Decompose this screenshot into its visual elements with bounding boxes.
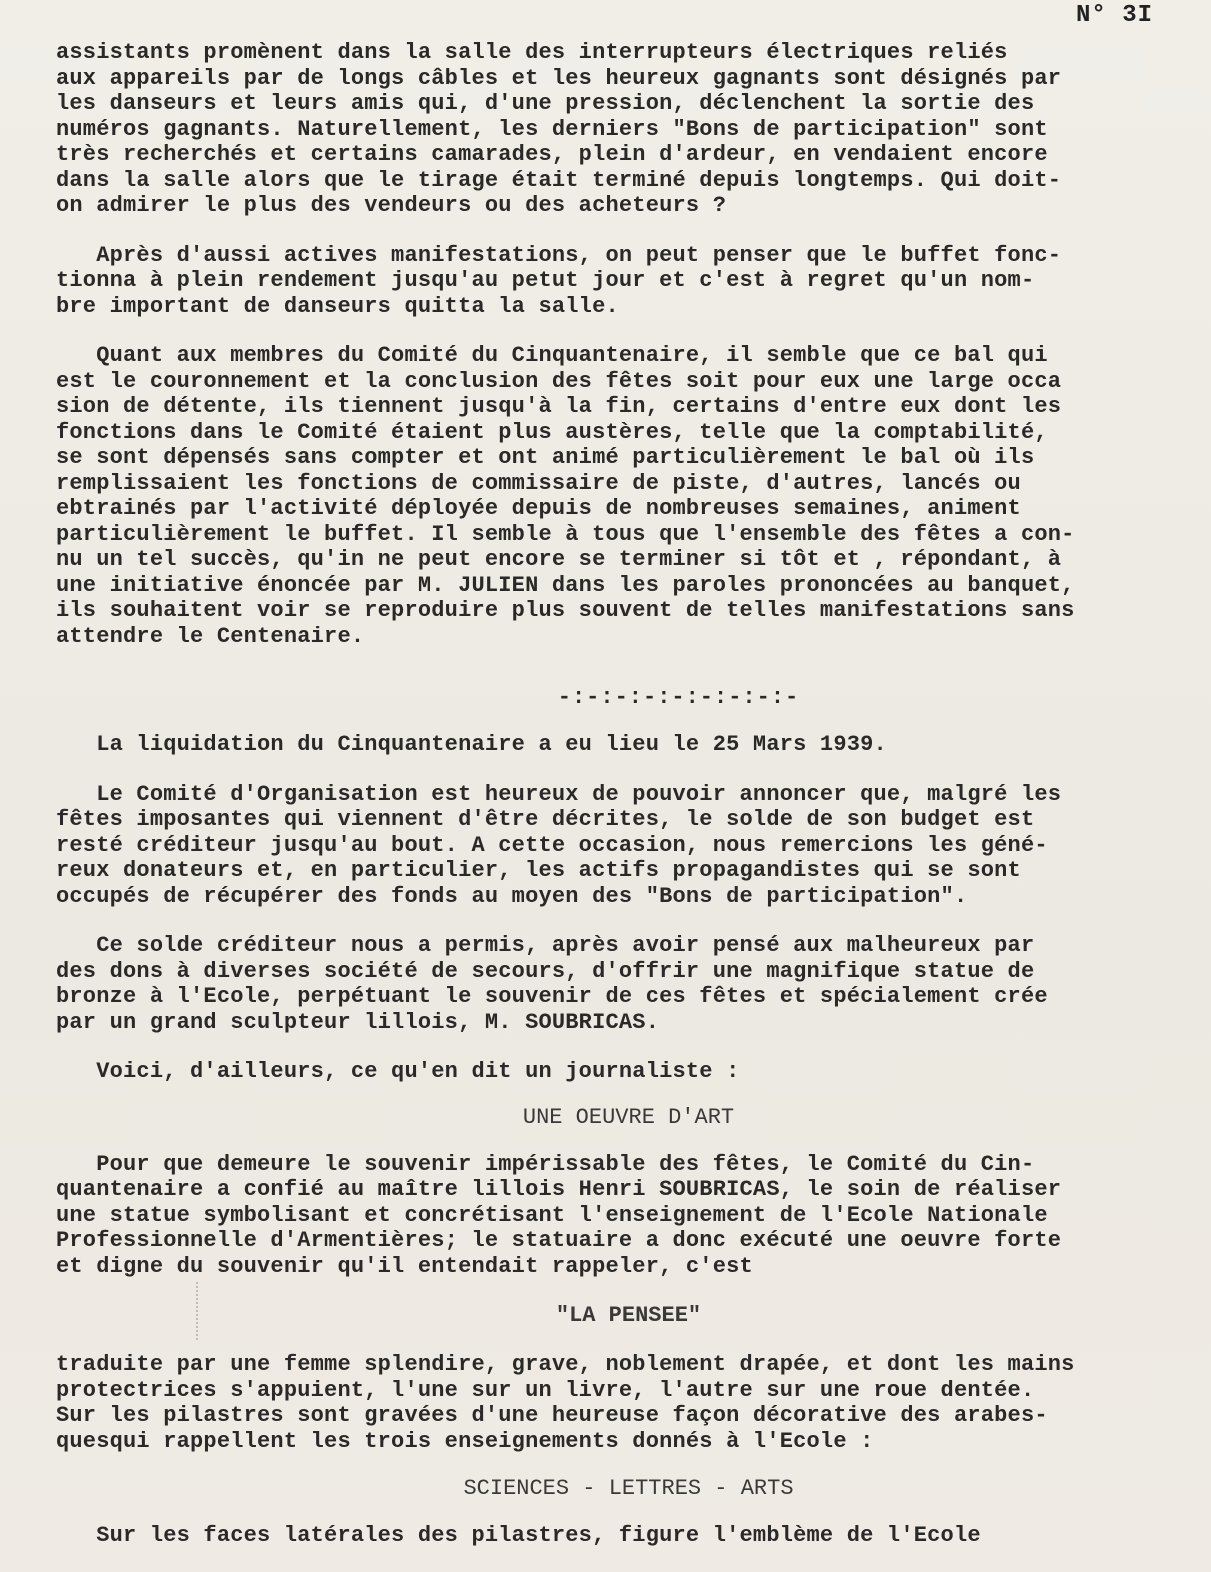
text-line: nu un tel succès, qu'in ne peut encore se terminer si tôt et , répondant, à: [56, 547, 1062, 572]
text-line: fonctions dans le Comité étaient plus austères, telle que la comptabilité,: [56, 419, 1048, 445]
text-line: une initiative énoncée par M. JULIEN dans les paroles prononcées au banquet,: [56, 572, 1075, 598]
text-line: Après d'aussi actives manifestations, on peut penser que le buffet fonc-: [56, 242, 1062, 268]
paragraph: [56, 243, 1201, 320]
paragraph: [56, 933, 1201, 1035]
text-line: par un grand sculpteur lillois, M. SOUBRICAS.: [56, 1009, 660, 1035]
text-line: reux donateurs et, en particulier, les actifs propagandistes qui se sont: [56, 858, 1021, 883]
text-line: quesqui rappellent les trois enseignements donnés à l'Ecole :: [56, 1428, 874, 1454]
paragraph-gap: [56, 319, 1201, 343]
text-block: [56, 1352, 1201, 1454]
text-line: on admirer le plus des vendeurs ou des acheteurs ?: [56, 193, 727, 218]
text-line: bre important de danseurs quitta la salle.: [56, 293, 619, 319]
paragraph-gap: [56, 909, 1201, 933]
paragraph: [56, 343, 1201, 649]
text-line: ebtrainés par l'activité déployée depuis de nombreuses semaines, animent: [56, 496, 1021, 521]
text-line: Sur les faces latérales des pilastres, figure l'emblème de l'Ecole: [56, 1523, 981, 1548]
text-line: remplissaient les fonctions de commissaire de piste, d'autres, lancés ou: [56, 470, 1021, 496]
text-line: sion de détente, ils tiennent jusqu'à la fin, certains d'entre eux dont les: [56, 394, 1062, 419]
paragraph: [56, 1523, 1201, 1549]
text-line: Ce solde créditeur nous a permis, après avoir pensé aux malheureux par: [56, 933, 1035, 958]
document-body: [56, 40, 1201, 1549]
text-line: Professionnelle d'Armentières; le statuaire a donc exécuté une oeuvre forte: [56, 1228, 1062, 1253]
paragraph-gap: [56, 758, 1201, 782]
text-line: quantenaire a confié au maître lillois Henri SOUBRICAS, le soin de réaliser: [56, 1177, 1062, 1202]
text-line: Pour que demeure le souvenir impérissable des fêtes, le Comité du Cin-: [56, 1151, 1035, 1177]
text-line: est le couronnement et la conclusion des fêtes soit pour eux une large occa: [56, 368, 1062, 394]
text-line: aux appareils par de longs câbles et les heureux gagnants sont désignés par: [56, 65, 1062, 91]
paragraph: [56, 1059, 1201, 1085]
text-line: resté créditeur jusqu'au bout. A cette occasion, nous remercions les géné-: [56, 832, 1048, 858]
paragraph: [56, 40, 1201, 219]
section-separator: -:-:-:-:-:-:-:-:-: [557, 685, 800, 710]
text-line: fêtes imposantes qui viennent d'être décrites, le solde de son budget est: [56, 807, 1035, 832]
text-line: une statue symbolisant et concrétisant l'enseignement de l'Ecole Nationale: [56, 1202, 1048, 1228]
text-line: des dons à diverses société de secours, d'offrir une magnifique statue de: [56, 958, 1035, 984]
text-line: Voici, d'ailleurs, ce qu'en dit un journaliste :: [56, 1059, 740, 1084]
text-block: [56, 1523, 1201, 1549]
text-line: Le Comité d'Organisation est heureux de pouvoir annoncer que, malgré les: [56, 781, 1062, 807]
text-line: particulièrement le buffet. Il semble à tous que l'ensemble des fêtes a con-: [56, 521, 1075, 547]
text-line: bronze à l'Ecole, perpétuant le souvenir de ces fêtes et spécialement crée: [56, 984, 1048, 1009]
text-line: numéros gagnants. Naturellement, les derniers "Bons de participation" sont: [56, 116, 1048, 142]
paragraph-gap: [56, 1035, 1201, 1059]
text-line: ils souhaitent voir se reproduire plus souvent de telles manifestations sans: [56, 598, 1075, 623]
heading-sciences-lettres-arts: SCIENCES - LETTRES - ARTS: [463, 1476, 794, 1501]
text-line: tionna à plein rendement jusqu'au petut jour et c'est à regret qu'un nom-: [56, 268, 1035, 293]
text-line: La liquidation du Cinquantenaire a eu lieu le 25 Mars 1939.: [56, 732, 887, 757]
page-number: N° 3I: [1075, 2, 1153, 29]
scan-artifact: [196, 1282, 216, 1340]
paragraph-gap: [56, 219, 1201, 243]
paragraph: [56, 1352, 1201, 1454]
text-line: occupés de récupérer des fonds au moyen des "Bons de participation".: [56, 883, 968, 909]
text-line: traduite par une femme splendire, grave, noblement drapée, et dont les mains: [56, 1352, 1075, 1377]
paragraph: [56, 782, 1201, 910]
text-line: se sont dépensés sans compter et ont animé particulièrement le bal où ils: [56, 445, 1035, 470]
heading-la-pensee: "LA PENSEE": [555, 1303, 702, 1328]
text-line: Sur les pilastres sont gravées d'une heureuse façon décorative des arabes-: [56, 1403, 1048, 1428]
text-line: très recherchés et certains camarades, plein d'ardeur, en vendaient encore: [56, 142, 1048, 167]
text-line: assistants promènent dans la salle des interrupteurs électriques reliés: [56, 40, 1008, 65]
paragraph: [56, 732, 1201, 758]
heading-oeuvre-d-art: UNE OEUVRE D'ART: [522, 1104, 735, 1130]
text-block: [56, 1152, 1201, 1280]
text-line: dans la salle alors que le tirage était terminé depuis longtemps. Qui doit-: [56, 167, 1062, 193]
text-block: [56, 732, 1201, 1085]
text-line: et digne du souvenir qu'il entendait rappeler, c'est: [56, 1253, 753, 1279]
text-line: protectrices s'appuient, l'une sur un livre, l'autre sur une roue dentée.: [56, 1377, 1035, 1403]
text-line: attendre le Centenaire.: [56, 623, 365, 649]
paragraph: [56, 1152, 1201, 1280]
text-block: [56, 40, 1201, 649]
text-line: Quant aux membres du Comité du Cinquantenaire, il semble que ce bal qui: [56, 343, 1048, 368]
text-line: les danseurs et leurs amis qui, d'une pression, déclenchent la sortie des: [56, 91, 1035, 116]
